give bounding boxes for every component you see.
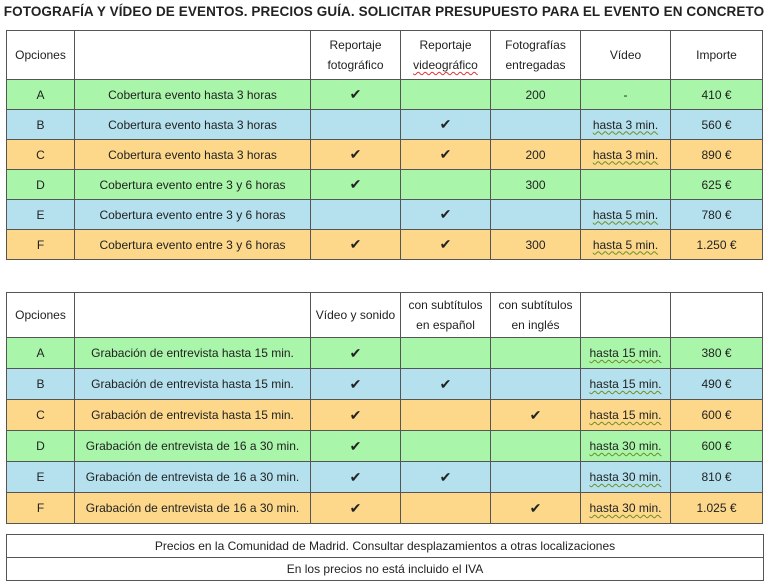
description-cell-text: Grabación de entrevista de 16 a 30 min. — [85, 439, 300, 453]
table-row — [7, 493, 763, 524]
subtitles-en-check-cell-text: ✔ — [529, 406, 542, 423]
header-opciones: Opciones — [7, 293, 75, 338]
photos-count-cell-text: 200 — [525, 87, 546, 102]
option-cell — [7, 170, 75, 200]
video-sound-check-cell — [311, 462, 401, 493]
option-cell-text: B — [36, 117, 45, 132]
option-cell — [7, 369, 75, 400]
price-cell — [671, 170, 763, 200]
description-cell-text: Cobertura evento hasta 3 horas — [108, 117, 277, 132]
description-cell-text: Grabación de entrevista hasta 15 min. — [91, 408, 294, 422]
price-cell — [671, 493, 763, 524]
description-cell-text: Grabación de entrevista de 16 a 30 min. — [85, 501, 300, 515]
video-check-cell-text: ✔ — [439, 116, 452, 132]
table-row — [7, 110, 763, 140]
option-cell — [7, 80, 75, 110]
foto-check-cell — [311, 140, 401, 170]
video-duration-cell-text: hasta 3 min. — [592, 147, 659, 162]
video-check-cell — [401, 80, 491, 110]
video-duration-cell — [581, 80, 671, 110]
price-cell — [671, 369, 763, 400]
price-cell-text: 560 € — [701, 117, 732, 132]
foto-check-cell — [311, 170, 401, 200]
table-row — [7, 80, 763, 110]
duration-cell — [581, 400, 671, 431]
duration-cell-text: hasta 30 min. — [589, 470, 662, 484]
video-sound-check-cell-text: ✔ — [349, 437, 362, 454]
subtitles-en-check-cell — [491, 493, 581, 524]
price-cell-text: 780 € — [701, 207, 732, 222]
header-reportaje-videografico-text: Reportaje videográfico — [413, 38, 478, 72]
description-cell — [75, 80, 311, 110]
photos-count-cell — [491, 80, 581, 110]
video-sound-check-cell — [311, 400, 401, 431]
subtitles-es-check-cell — [401, 369, 491, 400]
subtitles-en-check-cell — [491, 400, 581, 431]
header-duration — [581, 293, 671, 338]
description-cell-text: Cobertura evento hasta 3 horas — [108, 87, 277, 102]
price-cell-text: 1.025 € — [696, 501, 737, 515]
photos-count-cell-text: 200 — [525, 147, 546, 162]
page-title: FOTOGRAFÍA Y VÍDEO DE EVENTOS. PRECIOS GUÍA. SOLICITAR PRESUPUESTO PARA EL EVENTO EN CONCRETO — [3, 4, 765, 19]
foto-check-cell — [311, 80, 401, 110]
subtitles-es-check-cell — [401, 400, 491, 431]
description-cell — [75, 400, 311, 431]
video-check-cell-text: ✔ — [439, 146, 452, 162]
video-check-cell — [401, 110, 491, 140]
duration-cell — [581, 369, 671, 400]
table-row — [7, 140, 763, 170]
option-cell — [7, 431, 75, 462]
description-cell-text: Cobertura evento hasta 3 horas — [108, 147, 277, 162]
header-reportaje-fotografico: Reportaje fotográfico — [311, 31, 401, 80]
subtitles-es-check-cell-text: ✔ — [439, 468, 452, 485]
table-row — [7, 369, 763, 400]
price-cell — [671, 110, 763, 140]
video-sound-check-cell-text: ✔ — [349, 406, 362, 423]
price-cell-text: 890 € — [701, 147, 732, 162]
video-duration-cell — [581, 140, 671, 170]
description-cell-text: Grabación de entrevista hasta 15 min. — [91, 377, 294, 391]
duration-cell — [581, 431, 671, 462]
description-cell-text: Cobertura evento entre 3 y 6 horas — [99, 207, 286, 222]
option-cell-text: F — [36, 501, 45, 515]
description-cell — [75, 338, 311, 369]
table-row — [7, 462, 763, 493]
duration-cell — [581, 462, 671, 493]
description-cell-text: Cobertura evento entre 3 y 6 horas — [99, 177, 286, 192]
option-cell — [7, 493, 75, 524]
option-cell — [7, 230, 75, 260]
photos-count-cell — [491, 200, 581, 230]
table-row — [7, 170, 763, 200]
video-sound-check-cell-text: ✔ — [349, 344, 362, 361]
description-cell-text: Cobertura evento entre 3 y 6 horas — [99, 237, 286, 252]
video-sound-check-cell-text: ✔ — [349, 499, 362, 516]
price-cell — [671, 338, 763, 369]
foto-check-cell-text: ✔ — [349, 86, 362, 102]
duration-cell-text: hasta 15 min. — [589, 377, 662, 391]
video-duration-cell — [581, 170, 671, 200]
option-cell-text: C — [36, 147, 45, 162]
description-cell-text: Grabación de entrevista de 16 a 30 min. — [85, 470, 300, 484]
duration-cell — [581, 338, 671, 369]
photos-count-cell-text: 300 — [525, 177, 546, 192]
price-cell — [671, 230, 763, 260]
description-cell — [75, 431, 311, 462]
description-cell — [75, 140, 311, 170]
foto-check-cell-text: ✔ — [349, 176, 362, 192]
header-price — [671, 293, 763, 338]
option-cell — [7, 338, 75, 369]
option-cell-text: D — [36, 177, 45, 192]
photos-count-cell — [491, 230, 581, 260]
video-check-cell — [401, 140, 491, 170]
foto-check-cell-text: ✔ — [349, 146, 362, 162]
option-cell-text: A — [36, 87, 45, 102]
video-check-cell-text: ✔ — [439, 206, 452, 222]
price-cell — [671, 80, 763, 110]
header-description — [75, 31, 311, 80]
option-cell-text: B — [36, 377, 45, 391]
video-check-cell — [401, 170, 491, 200]
video-duration-cell-text: hasta 5 min. — [592, 207, 659, 222]
header-fotografias-entregadas: Fotografías entregadas — [491, 31, 581, 80]
subtitles-en-check-cell — [491, 462, 581, 493]
photos-count-cell-text: 300 — [525, 237, 546, 252]
header-subtitulos-espanol: con subtítulos en español — [401, 293, 491, 338]
interview-price-table — [6, 292, 763, 524]
foto-check-cell-text: ✔ — [349, 236, 362, 252]
subtitles-es-check-cell — [401, 462, 491, 493]
header-description — [75, 293, 311, 338]
price-cell — [671, 140, 763, 170]
option-cell-text: E — [36, 207, 45, 222]
video-duration-cell — [581, 110, 671, 140]
duration-cell-text: hasta 30 min. — [589, 501, 662, 515]
description-cell — [75, 170, 311, 200]
header-importe: Importe — [671, 31, 763, 80]
price-cell-text: 1.250 € — [696, 237, 737, 252]
video-duration-cell — [581, 230, 671, 260]
foto-check-cell — [311, 230, 401, 260]
duration-cell-text: hasta 30 min. — [589, 439, 662, 453]
option-cell-text: E — [36, 470, 45, 484]
option-cell-text: A — [36, 346, 45, 360]
price-cell — [671, 431, 763, 462]
price-cell-text: 380 € — [701, 346, 732, 360]
option-cell — [7, 110, 75, 140]
subtitles-en-check-cell — [491, 338, 581, 369]
spellcheck-word: videográfico — [413, 58, 478, 72]
table-header-row — [7, 31, 763, 80]
video-duration-cell — [581, 200, 671, 230]
video-duration-cell-text: hasta 5 min. — [592, 237, 659, 252]
photos-count-cell — [491, 110, 581, 140]
option-cell — [7, 140, 75, 170]
description-cell — [75, 110, 311, 140]
foto-check-cell — [311, 200, 401, 230]
description-cell — [75, 462, 311, 493]
header-opciones: Opciones — [7, 31, 75, 80]
price-cell-text: 410 € — [701, 87, 732, 102]
option-cell-text: D — [36, 439, 45, 453]
option-cell-text: C — [36, 408, 45, 422]
note-iva: En los precios no está incluido el IVA — [6, 557, 764, 581]
table-row — [7, 338, 763, 369]
description-cell — [75, 493, 311, 524]
note-madrid: Precios en la Comunidad de Madrid. Consultar desplazamientos a otras localizaciones — [6, 534, 764, 558]
subtitles-es-check-cell-text: ✔ — [439, 375, 452, 392]
video-sound-check-cell — [311, 493, 401, 524]
video-sound-check-cell-text: ✔ — [349, 468, 362, 485]
video-sound-check-cell — [311, 369, 401, 400]
header-subtitulos-ingles: con subtítulos en inglés — [491, 293, 581, 338]
subtitles-en-check-cell-text: ✔ — [529, 499, 542, 516]
option-cell — [7, 400, 75, 431]
table-row — [7, 431, 763, 462]
foto-check-cell — [311, 110, 401, 140]
subtitles-es-check-cell — [401, 493, 491, 524]
price-cell-text: 490 € — [701, 377, 732, 391]
video-check-cell — [401, 230, 491, 260]
description-cell — [75, 200, 311, 230]
table-row — [7, 200, 763, 230]
subtitles-es-check-cell — [401, 431, 491, 462]
option-cell — [7, 200, 75, 230]
description-cell — [75, 369, 311, 400]
table-row — [7, 230, 763, 260]
duration-cell-text: hasta 15 min. — [589, 346, 662, 360]
price-cell-text: 810 € — [701, 470, 732, 484]
subtitles-en-check-cell — [491, 431, 581, 462]
price-cell-text: 625 € — [701, 177, 732, 192]
header-reportaje-videografico — [401, 31, 491, 80]
subtitles-es-check-cell — [401, 338, 491, 369]
header-video: Vídeo — [581, 31, 671, 80]
video-check-cell-text: ✔ — [439, 236, 452, 252]
price-cell-text: 600 € — [701, 408, 732, 422]
description-cell — [75, 230, 311, 260]
price-cell-text: 600 € — [701, 439, 732, 453]
table-header-row — [7, 293, 763, 338]
video-sound-check-cell — [311, 338, 401, 369]
option-cell-text: F — [36, 237, 45, 252]
events-price-table — [6, 30, 763, 260]
price-cell — [671, 400, 763, 431]
video-sound-check-cell-text: ✔ — [349, 375, 362, 392]
table-row — [7, 400, 763, 431]
photos-count-cell — [491, 170, 581, 200]
price-cell — [671, 200, 763, 230]
option-cell — [7, 462, 75, 493]
subtitles-en-check-cell — [491, 369, 581, 400]
video-duration-cell-text: - — [623, 87, 628, 102]
video-sound-check-cell — [311, 431, 401, 462]
description-cell-text: Grabación de entrevista hasta 15 min. — [91, 346, 294, 360]
header-video-y-sonido: Vídeo y sonido — [311, 293, 401, 338]
duration-cell — [581, 493, 671, 524]
photos-count-cell — [491, 140, 581, 170]
duration-cell-text: hasta 15 min. — [589, 408, 662, 422]
video-duration-cell-text: hasta 3 min. — [592, 117, 659, 132]
price-cell — [671, 462, 763, 493]
video-check-cell — [401, 200, 491, 230]
